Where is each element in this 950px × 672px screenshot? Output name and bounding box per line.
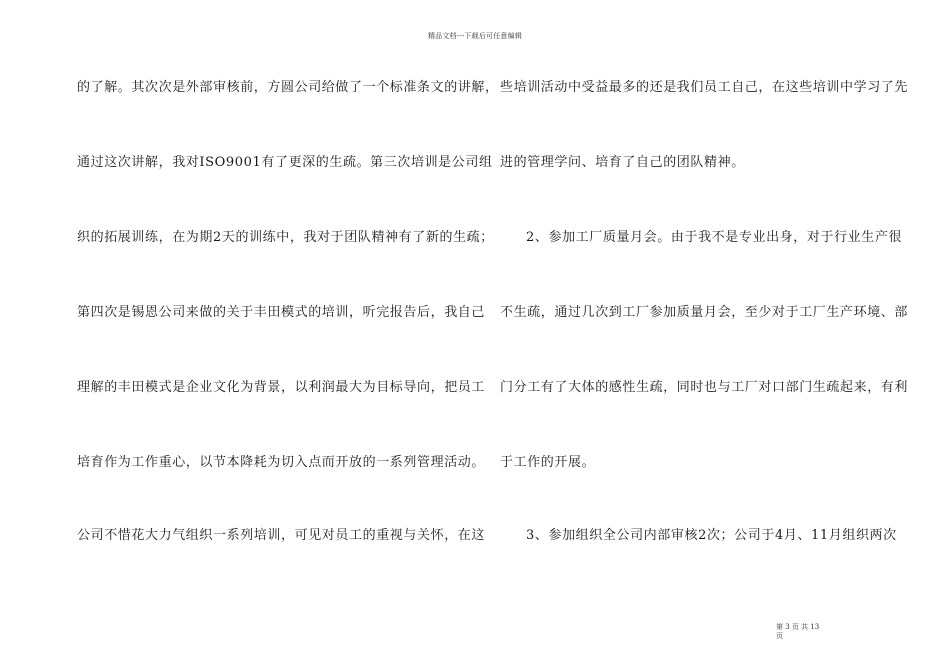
paragraph-line: 公司不惜花大力气组织一系列培训，可见对员工的重视与关怀，在这 [77, 528, 486, 543]
paragraph-line: 些培训活动中受益最多的还是我们员工自己，在这些培训中学习了先 [500, 80, 909, 95]
paragraph-line: 通过这次讲解，我对ISO9001有了更深的生疏。第三次培训是公司组 [77, 155, 493, 170]
paragraph-line: 3、参加组织全公司内部审核2次；公司于4月、11月组织两次 [526, 528, 897, 543]
paragraph-line: 织的拓展训练，在为期2天的训练中，我对于团队精神有了新的生疏； [77, 230, 494, 245]
paragraph-line: 理解的丰田模式是企业文化为背景，以利润最大为目标导向，把员工 [77, 380, 486, 395]
paragraph-line: 不生疏，通过几次到工厂参加质量月会，至少对于工厂生产环境、部 [500, 305, 909, 320]
paragraph-line: 培育作为工作重心，以节本降耗为切入点而开放的一系列管理活动。 [77, 455, 486, 470]
paragraph-line: 第四次是锡恩公司来做的关于丰田模式的培训，听完报告后，我自己 [77, 305, 486, 320]
page-header: 精品文档---下载后可任意编辑 [427, 32, 523, 40]
page-number-line: 第 3 页 共 13 [776, 623, 820, 631]
page-number-line: 页 [776, 632, 783, 640]
paragraph-line: 门分工有了大体的感性生疏，同时也与工厂对口部门生疏起来，有利 [500, 380, 909, 395]
paragraph-line: 于工作的开展。 [500, 455, 596, 470]
paragraph-line: 2、参加工厂质量月会。由于我不是专业出身，对于行业生产很 [526, 230, 903, 245]
page-number [776, 623, 846, 641]
paragraph-line: 进的管理学问、培育了自己的团队精神。 [500, 155, 745, 170]
paragraph-line: 的了解。其次次是外部审核前，方圆公司给做了一个标准条文的讲解， [77, 80, 499, 95]
